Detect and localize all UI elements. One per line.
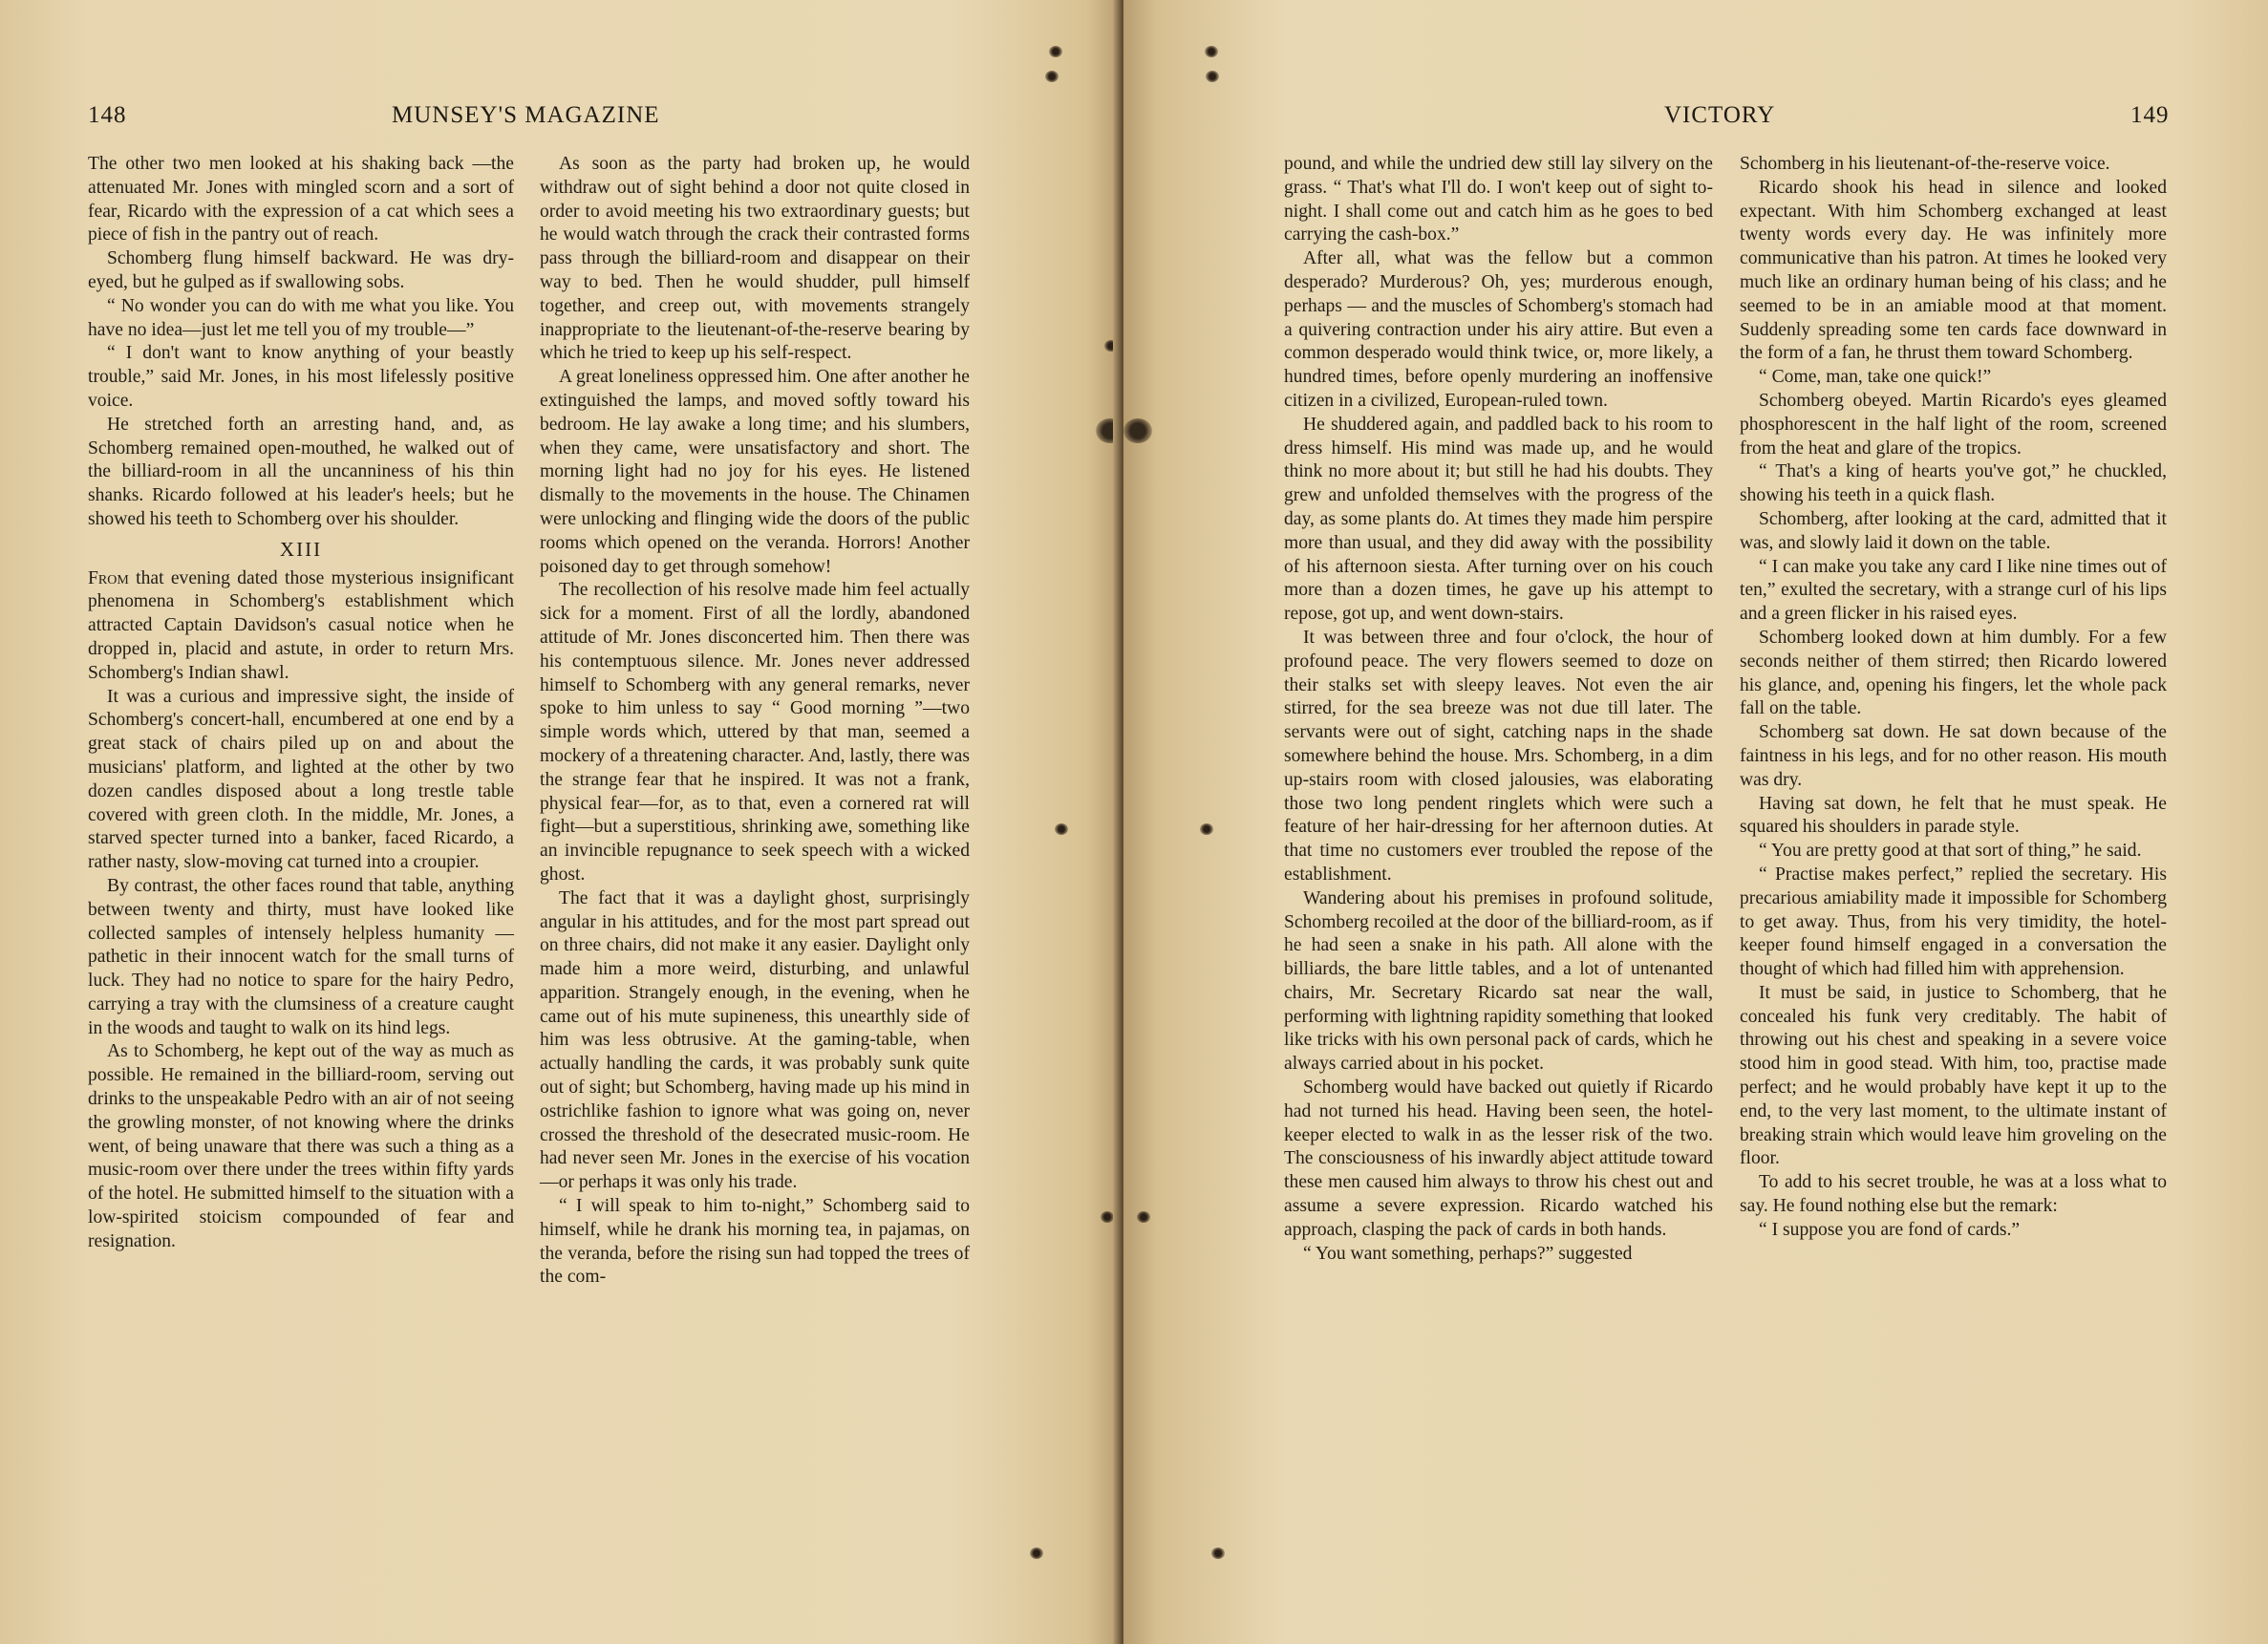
paragraph: Schomberg flung himself backward. He was dry-eyed, but he gulped as if swallowing sobs. — [88, 248, 514, 292]
binding-hole — [1211, 1548, 1225, 1559]
paragraph: The other two men looked at his shaking back —the attenuated Mr. Jones with mingled scorn and a sort of fear, Ricardo with the expression of a cat which sees a piece of fish in the pantry out of reach. — [88, 154, 514, 246]
paragraph: Wandering about his premises in profound solitude, Schomberg recoiled at the door of the billiard-room, as if he had seen a snake in his path. All alone with the billiards, the bare little tables, and a lot of untenanted chairs, Mr. Secretary Ricardo sat near the wall, performing with lightning rapidity something that looked like tricks with his own personal pack of cards, which he always carried about in his pocket. — [1284, 887, 1713, 1075]
left-col2-paragraphs — [540, 153, 970, 1290]
paragraph: By contrast, the other faces round that table, anything between twenty and thirty, must have looked like collected samples of intensely helpless humanity — pathetic in their innocent watch for the small turns of luck. They had no notice to spare for the hairy Pedro, carrying a tray with the clumsiness of a creature caught in the woods and taught to walk on its hind legs. — [88, 875, 514, 1038]
paragraph: “ No wonder you can do with me what you like. You have no idea—just let me tell you of my trouble—” — [88, 295, 514, 340]
paragraph: Schomberg in his lieutenant-of-the-reserve voice. — [1740, 154, 2110, 174]
right-page-number: 149 — [2130, 102, 2170, 128]
paragraph: Schomberg sat down. He sat down because of the faintness in his legs, and for no other reason. His mouth was dry. — [1740, 722, 2167, 790]
left-running-title: MUNSEY'S MAGAZINE — [392, 102, 660, 128]
paragraph: Schomberg looked down at him dumbly. For a few seconds neither of them stirred; then Ricardo lowered his glance, and, opening his fingers, let the whole pack fall on the table. — [1740, 627, 2167, 719]
chapter-opening-word: From — [88, 567, 129, 588]
right-page-column-2 — [1740, 153, 2167, 1243]
right-running-title: VICTORY — [1664, 102, 1776, 128]
paragraph: The recollection of his resolve made him feel actually sick for a moment. First of all the lordly, abandoned attitude of Mr. Jones disconcerted him. Then there was his contemptuous silence. Mr. Jones never addressed himself to Schomberg with any general remarks, never spoke to him unless to say “ Good morning ”—two simple words which, uttered by that man, seemed a mockery of a threatening character. And, lastly, there was the strange fear that he inspired. It was not a frank, physical fear—for, as to that, even a cornered rat will fight—but a superstitious, shrinking awe, something like an invincible repugnance to seek speech with a wicked ghost. — [540, 580, 970, 885]
paragraph: The fact that it was a daylight ghost, surprisingly angular in his attitudes, and for the most part spread out on three chairs, did not make it any easier. Daylight only made him a more weird, disturbing, and unlawful apparition. Strangely enough, in the evening, when he came out of his mute supineness, this unearthly side of him was less obtrusive. At the gaming-table, when actually handling the cards, it was probably sunk quite out of sight; but Schomberg, having made up his mind in ostrichlike fashion to ignore what was going on, never crossed the threshold of the desecrated music-room. He had never seen Mr. Jones in the exercise of his vocation—or perhaps it was only his trade. — [540, 887, 970, 1193]
binding-hole — [1205, 46, 1218, 57]
binding-hole — [1200, 823, 1213, 835]
binding-hole — [1030, 1548, 1043, 1559]
paragraph: “ That's a king of hearts you've got,” he chuckled, showing his teeth in a quick flash. — [1740, 461, 2167, 506]
paragraph: He stretched forth an arresting hand, and, as Schomberg remained open-mouthed, he walked out of the billiard-room in all the uncanniness of his thin shanks. Ricardo followed at his leader's heels; but he showed his teeth to Schomberg over his shoulder. — [88, 414, 514, 529]
chapter-opening-text: that evening dated those mysterious insignificant phenomena in Schomberg's establishment which attracted Captain Davidson's casual notice when he dropped in, placid and astute, in order to return Mrs. Schomberg's Indian shawl. — [88, 567, 514, 683]
left-page-number: 148 — [88, 102, 127, 128]
binding-hole — [1055, 823, 1068, 835]
right-col2-paragraphs — [1740, 153, 2167, 1243]
binding-hole — [1137, 1211, 1150, 1223]
left-col1-paragraphs — [88, 153, 514, 532]
left-col1-paragraphs-after-chapter — [88, 686, 514, 1254]
paragraph: pound, and while the undried dew still lay silvery on the grass. “ That's what I'll do. I won't keep out of sight to-night. I shall come out and catch him as he goes to bed carrying the cash-box.” — [1284, 154, 1713, 246]
paragraph: It was between three and four o'clock, the hour of profound peace. The very flowers seemed to doze on their stalks set with sleepy leaves. Not even the air stirred, for the sea breeze was not due till later. The servants were out of sight, catching naps in the shade somewhere behind the house. Mrs. Schomberg, in a dim up-stairs room with closed jalousies, was elaborating those two long pendent ringlets which were such a feature of her hair-dressing for her afternoon duties. At that time no customers ever troubled the repose of the establishment. — [1284, 627, 1713, 885]
right-col1-paragraphs — [1284, 153, 1713, 1266]
paragraph: A great loneliness oppressed him. One after another he extinguished the lamps, and moved softly toward his bedroom. He lay awake a long time; and his slumbers, when they came, were unsatisfactory and short. The morning light had no joy for his eyes. He listened dismally to the movements in the house. The Chinamen were unlocking and flinging wide the doors of the public rooms which opened on the veranda. Horrors! Another poisoned day to get through somehow! — [540, 367, 970, 577]
right-page — [1123, 0, 2268, 1644]
binding-hole — [1045, 71, 1059, 82]
paragraph: After all, what was the fellow but a common desperado? Murderous? Oh, yes; murderous enough, perhaps — and the muscles of Schomberg's stomach had a quivering contraction under his airy attire. But even a common desperado would think twice, or, more likely, a hundred times, before openly murdering an inoffensive citizen in a civilized, European-ruled town. — [1284, 248, 1713, 411]
paragraph: “ Practise makes perfect,” replied the secretary. His precarious amiability made it impossible for Schomberg to get away. Thus, from his very timidity, the hotel-keeper found himself engaged in a conversation the thought of which had filled him with apprehension. — [1740, 864, 2167, 980]
chapter-opening-paragraph — [88, 567, 514, 686]
chapter-heading: XIII — [279, 537, 323, 561]
paragraph: As to Schomberg, he kept out of the way as much as possible. He remained in the billiard-room, serving out drinks to the unspeakable Pedro with an air of not seeing the growling monster, of not knowing where the drinks went, of being unaware that there was such a thing as a music-room over there under the trees within fifty yards of the hotel. He submitted himself to the situation with a low-spirited stoicism compounded of fear and resignation. — [88, 1041, 514, 1251]
right-page-column-1 — [1284, 153, 1713, 1266]
binding-hole — [1206, 71, 1219, 82]
paragraph: “ Come, man, take one quick!” — [1759, 367, 1992, 388]
paragraph: Having sat down, he felt that he must speak. He squared his shoulders in parade style. — [1740, 793, 2167, 838]
binding-hole — [1101, 1211, 1114, 1223]
paragraph: “ I will speak to him to-night,” Schomberg said to himself, while he drank his morning tea, in pajamas, on the veranda, before the rising sun had topped the trees of the com- — [540, 1196, 970, 1288]
left-page — [0, 0, 1120, 1644]
paragraph: Ricardo shook his head in silence and looked expectant. With him Schomberg exchanged at least twenty words every day. He was infinitely more communicative than his patron. At times he looked very much like an ordinary human being of his class; and he seemed to be in an amiable mood at that moment. Suddenly spreading some ten cards face downward in the form of a fan, he thrust them toward Schomberg. — [1740, 177, 2167, 364]
paragraph: “ I suppose you are fond of cards.” — [1759, 1219, 2021, 1240]
paragraph: He shuddered again, and paddled back to his room to dress himself. His mind was made up, and he would think no more about it; but still he had his doubts. They grew and unfolded themselves with the progress of the day, as some plants do. At times they made him perspire more than usual, and they did away with the possibility of his afternoon siesta. After turning over on his couch more than a dozen times, he gave up his attempt to repose, got up, and went down-stairs. — [1284, 414, 1713, 625]
left-page-column-1 — [88, 153, 514, 1254]
paragraph: “ You want something, perhaps?” suggested — [1303, 1243, 1633, 1264]
paragraph: Schomberg, after looking at the card, admitted that it was, and slowly laid it down on the table. — [1740, 508, 2167, 553]
paragraph: Schomberg would have backed out quietly if Ricardo had not turned his head. Having been seen, the hotel-keeper elected to walk in as the lesser risk of the two. The consciousness of his inwardly abject attitude toward these men caused him always to throw his chest out and assume a severe expression. Ricardo watched his approach, clasping the pack of cards in both hands. — [1284, 1078, 1713, 1240]
paragraph: It was a curious and impressive sight, the inside of Schomberg's concert-hall, encumbered at one end by a great stack of chairs piled up on and about the musicians' platform, and lighted at the other by two dozen candles disposed about a long trestle table covered with green cloth. In the middle, Mr. Jones, a starved specter turned into a banker, faced Ricardo, a rather nasty, slow-moving cat turned into a croupier. — [88, 686, 514, 873]
binding-stain — [1123, 418, 1152, 443]
left-page-column-2 — [540, 153, 970, 1290]
paragraph: “ I don't want to know anything of your beastly trouble,” said Mr. Jones, in his most lifelessly positive voice. — [88, 343, 514, 411]
paragraph: “ I can make you take any card I like nine times out of ten,” exulted the secretary, with a strange curl of his lips and a green flicker in his raised eyes. — [1740, 556, 2167, 625]
paragraph: “ You are pretty good at that sort of thing,” he said. — [1759, 841, 2142, 862]
binding-hole — [1049, 46, 1062, 57]
paragraph: Schomberg obeyed. Martin Ricardo's eyes gleamed phosphorescent in the half light of the room, screened from the heat and glare of the tropics. — [1740, 390, 2167, 459]
paragraph: As soon as the party had broken up, he would withdraw out of sight behind a door not quite closed in order to avoid meeting his two extraordinary guests; but he would watch through the crack their contrasted forms pass through the billiard-room and disappear on their way to bed. Then he would shudder, pull himself together, and creep out, with movements strangely inappropriate to the lieutenant-of-the-reserve bearing by which he tried to keep up his self-respect. — [540, 154, 970, 364]
paragraph: To add to his secret trouble, he was at a loss what to say. He found nothing else but the remark: — [1740, 1172, 2167, 1217]
paragraph: It must be said, in justice to Schomberg, that he concealed his funk very creditably. The habit of throwing out his chest and speaking in a severe voice stood him in good stead. With him, too, practise made perfect; and he would probably have kept it up to the end, to the very last moment, to the ultimate instant of breaking strain which would leave him groveling on the floor. — [1740, 982, 2167, 1169]
